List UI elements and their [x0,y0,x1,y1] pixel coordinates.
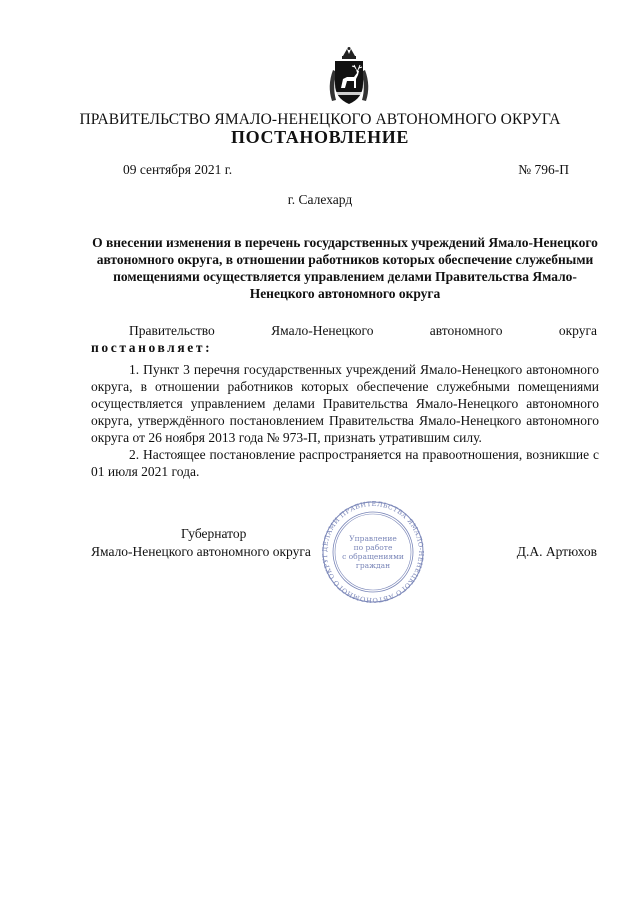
signatory-name: Д.А. Артюхов [516,544,597,559]
paragraph: 2. Настоящее постановление распространяется на правоотношения, возникшие с 01 июля 2021 года. [91,447,599,479]
preamble-word: округа [558,323,597,338]
preamble [91,322,597,356]
stamp-center-line: с обращениями [342,552,404,561]
document-subject: О внесении изменения в перечень государственных учреждений Ямало-Ненецкого автономного округа, в отношении работников которых обеспечение служебными помещениями осуществляется управлением делами Правительства Ямало-Ненецкого автономного округа [92,235,598,301]
stamp-ring-text: ДЕЛАМИ ПРАВИТЕЛЬСТВА ЯМАЛО-НЕНЕЦКОГО АВТОНОМНОГО ОКРУГ [320,500,426,605]
stamp-center-line: по работе [353,543,393,552]
stamp-center-line: граждан [355,561,391,570]
paragraph: 1. Пункт 3 перечня государственных учреждений Ямало-Ненецкого автономного округа, в отношении работников которых обеспечение служебными помещениями осуществляется управлением делами Правительства Ямало-Ненецкого автономного округа, утверждённого постановлением Правительства Ямало-Ненецкого автономного округа от 26 ноября 2013 года № 973-П, признать утратившим силу. [91,362,599,445]
preamble-word: автономного [429,323,503,338]
document-number: № 796-П [518,162,569,177]
document-type-heading: ПОСТАНОВЛЕНИЕ [231,127,409,147]
preamble-word: Ямало-Ненецкого [271,323,374,338]
coat-of-arms-icon [323,46,375,108]
office-stamp [311,500,436,605]
stamp-center-line: Управление [349,534,397,543]
preamble-line [91,322,597,339]
document-body [91,361,599,480]
signatory-position: Губернатор [181,526,247,541]
preamble-word: Правительство [129,323,215,338]
organization-title: ПРАВИТЕЛЬСТВО ЯМАЛО-НЕНЕЦКОГО АВТОНОМНОГО ОКРУГА [79,111,561,128]
signatory-region: Ямало-Ненецкого автономного округа [91,544,311,559]
document-date: 09 сентября 2021 г. [123,162,233,177]
decree-word: постановляет: [91,340,213,355]
document-place: г. Салехард [287,192,353,207]
